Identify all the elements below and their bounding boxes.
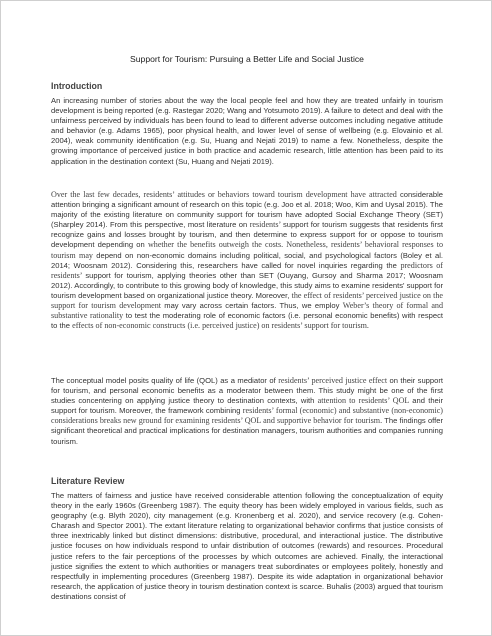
section-heading-introduction: Introduction [51,81,103,91]
text-run: to test the moderating role of economic factors (i.e. personal economic benefits) with respect to the [51,311,443,331]
text-run: Over the last few decades, residents’ attitudes or behaviors toward tourism development have attracted [51,190,400,199]
text-run: The findings offer significant theoretical and practical implications for destination managers, tourism authorities and companies running tourism. [51,416,443,446]
text-run: support for tourism, applying theories other than SET (Ouyang, Gursoy and Sharma 2017; Woosnam 2012). Accordingly, to contribute to this growing body of knowledge, this study aims to examine residents' support for tourism development based on organizational justice theory. Moreover, [51,270,444,300]
paragraph [51,376,443,447]
text-run: and their support for tourism. Moreover, the framework combining [51,396,443,416]
section-heading-literature-review: Literature Review [51,476,125,486]
text-run: The conceptual model posits quality of life (QOL) as a mediator of [51,376,279,385]
text-run: predictors of residents’ [51,260,443,280]
text-run: attention to residents’ QOL [317,396,413,406]
paragraph [51,491,443,602]
text-run: An increasing number of stories about the way the local people feel and how they are treated unfairly in tourism development is being reported (e.g. Rastegar 2020; Wang and Yotsumoto 2019). A failure to detect and deal with the unfairness perceived by individuals has been found to lead to different adverse outcomes including negative attitude and behavior (e.g. Adams 1965), poor physical health, and lower level of sense of wellbeing (e.g. Elovainio et al. 2004), weak community identification (e.g. Su, Huang and Nejati 2019) to name a few. Nonetheless, despite the growing importance of perceived justice in both practice and academic research, little attention has been paid to its application in the destination context (Su, Huang and Nejati 2019). [51,96,443,166]
paragraph [51,96,443,167]
text-run: support for tourism suggests that residents first recognize gains and losses brought by tourism, and then determine to express support for or oppose to tourism development depending on [51,220,443,250]
text-run: the effect of residents’ perceived justice on the support for tourism development [51,290,443,311]
paper-title: Support for Tourism: Pursuing a Better Life and Social Justice [130,54,364,64]
text-run: The matters of fairness and justice have received considerable attention following the conceptualization of equity theory in the early 1960s (Greenberg 1987). The equity theory has been widely employed in various fields, such as geography (e.g. Blyth 2020), city management (e.g. Kronenberg et al. 2020), and service recovery (e.g. Cohen-Charash and Spector 2001). The extant literature relating to organizational behavior confirms that justice consists of three inextricably linked but distinct dimensions: distributive, procedural, and interactional justice. The distributive justice focuses on how individuals respond to unfair distribution of outcomes (rewards) and resources. Procedural justice refers to the fair perceptions of the processes by which outcomes are achieved. Finally, the interactional justice signifies the extent to which authorities or managers treat subordinates or employees politely, honestly and respectfully in implementing procedures (Greenberg 1987). Despite its wide adaptation in organizational behavior research, the application of justice theory in tourism destination context is scarce. Buhalis (2003) argued that tourism destinations consist of [51,491,443,601]
text-run: whether the benefits outweigh the costs. Nonetheless, residents’ behavioral responses to tourism may [51,240,444,260]
text-run: effects of non-economic constructs (i.e. perceived justice) on residents’ support for tourism. [72,321,369,331]
text-run: Weber’s theory of formal and substantive rationality [51,301,444,321]
text-run: residents’ [249,220,283,230]
text-run: on their support for tourism, and personal economic benefits as a moderator between them. This study might be one of the first studies concentering on applying justice theory to destination contexts, with [51,376,443,406]
text-run: residents’ perceived justice effect [278,376,390,385]
text-run: considerable attention bringing a significant amount of research on this topic (e.g. Joo et al. 2018; Woo, Kim and Uysal 2015). The majority of the existing literature on community support for tourism have adopted Social Exchange Theory (SET) (Sharpley 2014). From this perspective, most literature on [51,190,443,230]
paragraph [51,190,443,331]
text-run: depend on non-economic domains including political, social, and psychological factors (Boley et al. 2014; Woosnam 2012). Considering this, researchers have called for novel inquiries regarding the [51,250,443,270]
text-run: may vary across certain factors. Thus, we employ [164,301,343,311]
text-run: residents’ formal (economic) and substantive (non-economic) considerations breaks new ground for examining residents’ QOL and supportive behavior for tourism. [51,406,444,426]
